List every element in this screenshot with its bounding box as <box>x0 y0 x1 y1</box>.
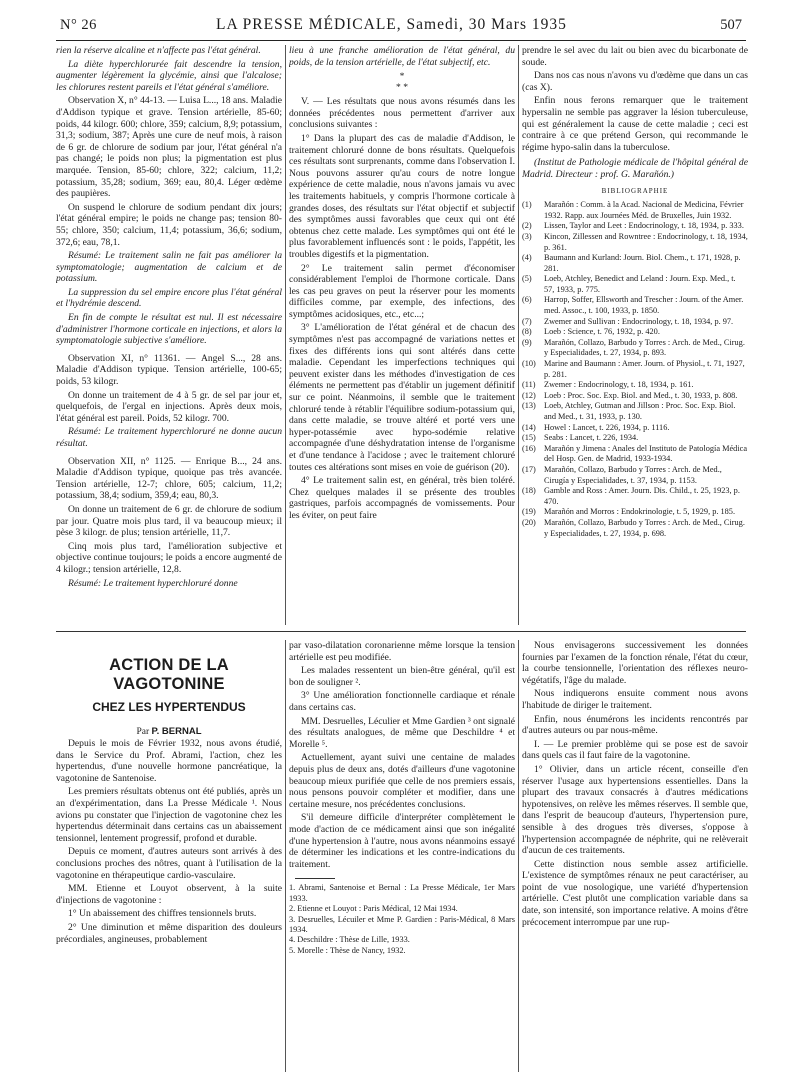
footnote-rule <box>295 878 335 879</box>
column-divider <box>285 45 286 625</box>
footnote: 2. Etienne et Louyot : Paris Médical, 12 Mai 1934. <box>289 904 458 914</box>
paragraph: 1° Olivier, dans un article récent, conseille d'en réserver l'usage aux hypertensions essentielles. Dans la plupart des travaux consacrés à d'autres médications hypotensives, on relève les mêmes réserves. Il semble que, dans l'esprit de beaucoup d'auteurs, l'hypertension pure, sensible à des drogues très diverses, s'oppose à l'hypertension accompagnée de néphrite, qui ne relèverait d'aucun de ces traitements. <box>522 763 748 857</box>
reference-item: (6) Harrop, Soffer, Ellsworth and Trescher : Journ. of the Amer. med. Assoc., t. 100, 1933, p. 1850. <box>522 295 744 316</box>
observation-paragraph: Observation X, n° 44-13. — Luisa L..., 18 ans. Maladie d'Addison typique et grave. Tension artérielle, 85-60; poids, 44 kilogr. 600; chlore, 359; calcium, 8,9; potassium, 31,3; sodium, 387; Après une cure de neuf mois, à raison de 6 gr. de chlorure de sodium par jour, l'état général n'a pas changé; le poids non plus; la pigmentation est plus marquée. Tension, 85-60; chlore, 322; calcium, 11,2; potassium, 35,28; sodium, 369; eau, 80,4. Léger œdème des paupières. <box>56 95 282 200</box>
paragraph: S'il demeure difficile d'interpréter complètement le mode d'action de ce médicament ainsi que son inégalité d'une hypertension à l'autre, nous avons néanmoins essayé de déterminer les indications et les contre-indications du traitement. <box>289 812 515 870</box>
paragraph: Cette distinction nous semble assez artificielle. L'existence de symptômes rénaux ne peut caractériser, au point de vue nosologique, une variété d'hypertension artérielle. C'est plutôt une complication variable dans sa date, son intensité, son importance relative. A moins d'être précocement interrompue par une rup- <box>522 858 748 928</box>
reference-item: (12) Loeb : Proc. Soc. Exp. Biol. and Med., t. 30, 1933, p. 808. <box>522 390 738 400</box>
institution-note: (Institut de Pathologie médicale de l'hôpital général de Madrid. Directeur : prof. G. Marañón.) <box>522 157 748 180</box>
reference-item: (8) Loeb : Science, t. 76, 1932, p. 420. <box>522 327 660 337</box>
paragraph: Cinq mois plus tard, l'amélioration subjective et objective continue toujours; le poids a encore augmenté de 4 kilogr.; tension artérielle, 12,8. <box>56 540 282 575</box>
article-subtitle: CHEZ LES HYPERTENDUS <box>92 700 246 714</box>
reference-item: (19) Marañón and Morros : Endokrinologie, t. 5, 1929, p. 185. <box>522 507 736 517</box>
footnote: 3. Desruelles, Lécuiler et Mme P. Gardien : Paris-Médical, 8 Mars 1934. <box>289 914 515 934</box>
reference-item: (20) Marañón, Collazo, Barbudo y Torres : Arch. de Med., Cirug. y Especialidades, t. 27, 1934, p. 698. <box>522 517 745 538</box>
reference-item: (14) Howel : Lancet, t. 226, 1934, p. 1116. <box>522 422 670 432</box>
reference-item: (2) Lissen, Taylor and Leet : Endocrinology, t. 18, 1934, p. 333. <box>522 221 744 231</box>
column-divider <box>518 45 519 625</box>
reference-item: (9) Marañón, Collazo, Barbudo y Torres : Arch. de Med., Cirug. y Especialidades, t. 27, 1934, p. 893. <box>522 337 745 358</box>
paragraph: V. — Les résultats que nous avons résumés dans les données précédentes nous permettent d'arriver aux conclusions suivantes : <box>289 96 515 131</box>
paragraph: Depuis ce moment, d'autres auteurs sont arrivés à des conclusions proches des nôtres, quant à l'utilisation de la vagotonine en thérapeutique cardio-vasculaire. <box>56 846 282 881</box>
reference-item: (7) Zwemer and Sullivan : Endocrinology, t. 18, 1934, p. 97. <box>522 316 734 326</box>
observation-paragraph: Observation XII, n° 1125. — Enrique B..., 24 ans. Maladie d'Addison typique, quoique pas très avancée. Tension artérielle, 12-7; chlore, 605; calcium, 11,2; potassium, 38,4; sodium, 359,4; eau, 80,3. <box>56 455 282 502</box>
paragraph: 3° Une amélioration fonctionnelle cardiaque et rénale dans certains cas. <box>289 690 515 713</box>
paragraph: La suppression du sel empire encore plus l'état général et l'hydrémie descend. <box>56 286 282 310</box>
article-column-2 <box>289 640 515 1072</box>
paragraph: Les malades ressentent un bien-être général, qu'il est bon de souligner ². <box>289 665 515 688</box>
conclusion-4: 4° Le traitement salin est, en général, très bien toléré. Chez quelques malades il se présente des troubles gastriques, parfois accompagnés de vomissements. Pour les éviter, on peut faire <box>289 475 515 521</box>
paragraph: Depuis le mois de Février 1932, nous avons étudié, dans le Service du Prof. Abrami, l'action, chez les hypertendus, d'une nouvelle hormone pancréatique, la vagotonine de Santenoise. <box>56 738 282 784</box>
running-head <box>56 14 746 41</box>
upper-column-3 <box>522 45 748 627</box>
article-title: ACTION DE LA VAGOTONINE <box>109 656 229 693</box>
footnote: 5. Morelle : Thèse de Nancy, 1932. <box>289 945 406 955</box>
paragraph: 1° Un abaissement des chiffres tensionnels bruts. <box>68 908 257 920</box>
conclusion-2: 2° Le traitement salin permet d'économiser considérablement l'emploi de l'hormone corticale. Dans les cas peu graves on peut la réserver pour les moments difficiles comme, par exemple, des infections, des symptômes acidosiques, etc., etc...; <box>289 262 515 320</box>
column-divider <box>285 640 286 1072</box>
summary-paragraph: Résumé: Le traitement hyperchloruré donne <box>68 577 238 589</box>
paragraph: Actuellement, ayant suivi une centaine de malades depuis plus de deux ans, dotés d'ailleurs d'une vagotonine beaucoup mieux purifiée que celle de nos premiers essais, nous pensons pouvoir compléter et modifier, dans une certaine mesure, nos précédentes conclusions. <box>289 752 515 810</box>
paragraph: Dans nos cas nous n'avons vu d'œdème que dans un cas (cas X). <box>522 70 748 93</box>
conclusion-1: 1° Dans la plupart des cas de maladie d'Addison, le traitement chloruré donne de bons résultats. Quelquefois ces résultats sont surprenants, comme dans l'observation I. Nous pouvons assurer qu'au cours de notre longue expérience de cette maladie, nous n'avons jamais vu avec les traitements habituels, y compris l'hormone corticale à grandes doses, des résultats sur l'état objectif et subjectif des symptômes aussi favorables que ceux qui ont été obtenus chez cette malade. Les symptômes qui ont été le plus favorablement influencés sont : le poids, l'appétit, les troubles digestifs et la pigmentation. <box>289 132 515 260</box>
section-ornament-top: * <box>399 71 405 83</box>
paragraph: lieu à une franche amélioration de l'état général, du poids, de la tension artérielle, de l'état subjectif, etc. <box>289 45 515 68</box>
footnote: 4. Deschildre : Thèse de Lille, 1933. <box>289 935 410 945</box>
column-divider <box>518 640 519 1072</box>
reference-item: (11) Zwemer : Endocrinology, t. 18, 1934, p. 161. <box>522 380 694 390</box>
reference-item: (5) Loeb, Atchley, Benedict and Leland : Journ. Exp. Med., t. 57, 1933, p. 775. <box>522 274 736 294</box>
author-name: P. BERNAL <box>151 726 202 737</box>
journal-title: LA PRESSE MÉDICALE, Samedi, 30 Mars 1935 <box>216 16 567 33</box>
observation-paragraph: Observation XI, n° 11361. — Angel S..., 28 ans. Maladie d'Addison typique. Tension artérielle, 100-65; poids, 53 kilogr. <box>56 352 282 388</box>
footnote: 1. Abrami, Santenoise et Bernal : La Presse Médicale, 1er Mars 1933. <box>289 883 515 903</box>
reference-item: (10) Marine and Baumann : Amer. Journ. of Physiol., t. 71, 1927, p. 281. <box>522 359 745 379</box>
bibliography-heading: BIBLIOGRAPHIE <box>601 186 669 195</box>
summary-paragraph: Résumé: Le traitement hyperchloruré ne donne aucun résultat. <box>56 426 282 449</box>
paragraph: Les premiers résultats obtenus ont été publiés, après un an d'expérimentation, dans La Presse Médicale ¹. Nous avions pu constater que l'injection de vagotonine chez les hypertendus déterminait dans certains cas un abaissement tensionnel, lentement progressif, profond et durable. <box>56 786 282 844</box>
conclusion-3: 3° L'amélioration de l'état général et de chacun des symptômes n'est pas accompagné de variations nettes et fixes des différents ions qui sont altérés dans cette maladie. Cependant les imperfections techniques qui peuvent exister dans les méthodes d'investigation de ces éléments ne permettent pas d'établir un jugement définitif sur ce point. Néanmoins, il semble que le traitement chloruré tende à rétablir l'équilibre sodium-potassium qui, dans cette maladie, se trouve altéré et porté vers une hyper-potassémie avec hypo-sodémie relative accompagnée d'une déshydratation intense de l'organisme et d'une tendance à l'acidose ; avec le traitement chloruré toutes ces altérations sont mises en voie de guérison (20). <box>289 322 515 473</box>
byline-prefix: Par <box>136 727 150 737</box>
page-number: 507 <box>720 17 742 33</box>
upper-column-1 <box>56 45 282 627</box>
paragraph: rien la réserve alcaline et n'affecte pas l'état général. <box>56 45 261 56</box>
reference-list <box>522 200 748 539</box>
summary-paragraph: Résumé: Le traitement salin ne fait pas améliorer la symptomatologie; augmentation de calcium et de potassium. <box>56 250 282 285</box>
reference-item: (15) Seabs : Lancet, t. 226, 1934. <box>522 433 639 443</box>
issue-number: N° 26 <box>60 17 97 33</box>
reference-item: (4) Baumann and Kurland: Journ. Biol. Chem., t. 171, 1928, p. 281. <box>522 253 741 273</box>
paragraph: 2° Une diminution et même disparition des douleurs précordiales, angineuses, probablement <box>56 921 282 945</box>
paragraph: Nous indiquerons ensuite comment nous avons l'habitude de diriger le traitement. <box>522 688 748 711</box>
article-heading <box>56 656 282 737</box>
article-column-3 <box>522 640 748 1072</box>
section-separator <box>56 631 746 632</box>
paragraph: Nous envisagerons successivement les données fournies par l'examen de la fonction rénale, l'état du cœur, la courbe tensionnelle, l'orientation des réflexes neuro-végétatifs, l'âge du malade. <box>522 640 748 686</box>
reference-item: (1) Marañón : Comm. à la Acad. Nacional de Medicina, Février 1932. Rapp. aux Journées Méd. de Bruxelles, Juin 1932. <box>522 200 744 220</box>
article-column-1 <box>56 738 282 1072</box>
reference-item: (13) Loeb, Atchley, Gutman and Jillson : Proc. Soc. Exp. Biol. and Med., t. 31, 1933, p. 130. <box>522 401 736 421</box>
paragraph: En fin de compte le résultat est nul. Il est nécessaire d'administrer l'hormone corticale en injections, et alors la symptomatologie subjective s'améliore. <box>56 312 282 347</box>
paragraph: I. — Le premier problème qui se pose est de savoir dans quels cas il faut faire de la vagotonine. <box>522 738 748 762</box>
reference-item: (18) Gamble and Ross : Amer. Journ. Dis. Child., t. 25, 1923, p. 470. <box>522 486 740 506</box>
reference-item: (16) Marañón y Jimena : Anales del Instituto de Patología Médica del Hosp. Gen. de Madrid, 1933-1934. <box>522 443 747 464</box>
paragraph: Enfin, nous énumérons les incidents rencontrés par d'autres auteurs ou par nous-même. <box>522 713 748 737</box>
upper-column-2 <box>289 45 515 627</box>
paragraph: par vaso-dilatation coronarienne même lorsque la tension artérielle est peu modifiée. <box>289 640 515 663</box>
paragraph: MM. Etienne et Louyot observent, à la suite d'injections de vagotonine : <box>56 883 282 906</box>
paragraph: Enfin nous ferons remarquer que le traitement hypersalin ne semble pas aggraver la lésion tuberculeuse, qui est généralement la cause de cette maladie ; ceci est contraire à ce que prétend Gerson, qui recommande le régime hypo-salin dans la tuberculose. <box>522 95 748 153</box>
reference-item: (17) Marañón, Collazo, Barbudo y Torres : Arch. de Med., Cirugía y Especialidades, t. 37, 1934, p. 1153. <box>522 464 722 485</box>
paragraph: prendre le sel avec du lait ou bien avec du bicarbonate de soude. <box>522 45 748 68</box>
footnotes <box>289 883 515 956</box>
paragraph: On suspend le chlorure de sodium pendant dix jours; l'état général empire; le poids ne change pas; tension 80-55; chlore, 350; calcium, 11,4; potassium, 36,6; sodium, 372,6; eau, 78,1. <box>56 201 282 248</box>
section-ornament-bottom: * * <box>396 82 408 94</box>
paragraph: On donne un traitement de 4 à 5 gr. de sel par jour et, quelquefois, de l'ergal en injections. Après deux mois, l'état général est pareil. Poids, 52 kilogr. 700. <box>56 389 282 424</box>
paragraph: MM. Desruelles, Léculier et Mme Gardien ³ ont signalé des résultats analogues, de même que Deschildre ⁴ et Morelle ⁵. <box>289 715 515 750</box>
paragraph: La diète hyperchlorurée fait descendre la tension, augmenter légèrement la glycémie, ainsi que l'alcalose; les chlorures restent pareils et l'état général s'améliore. <box>56 58 282 93</box>
paragraph: On donne un traitement de 6 gr. de chlorure de sodium par jour. Quatre mois plus tard, il va beaucoup mieux; il pèse 3 kilogr. de plus; tension artérielle, 11,7. <box>56 503 282 539</box>
reference-item: (3) Kincon, Zillessen and Rowntree : Endocrinology, t. 18, 1934, p. 361. <box>522 231 748 252</box>
byline <box>56 726 282 737</box>
